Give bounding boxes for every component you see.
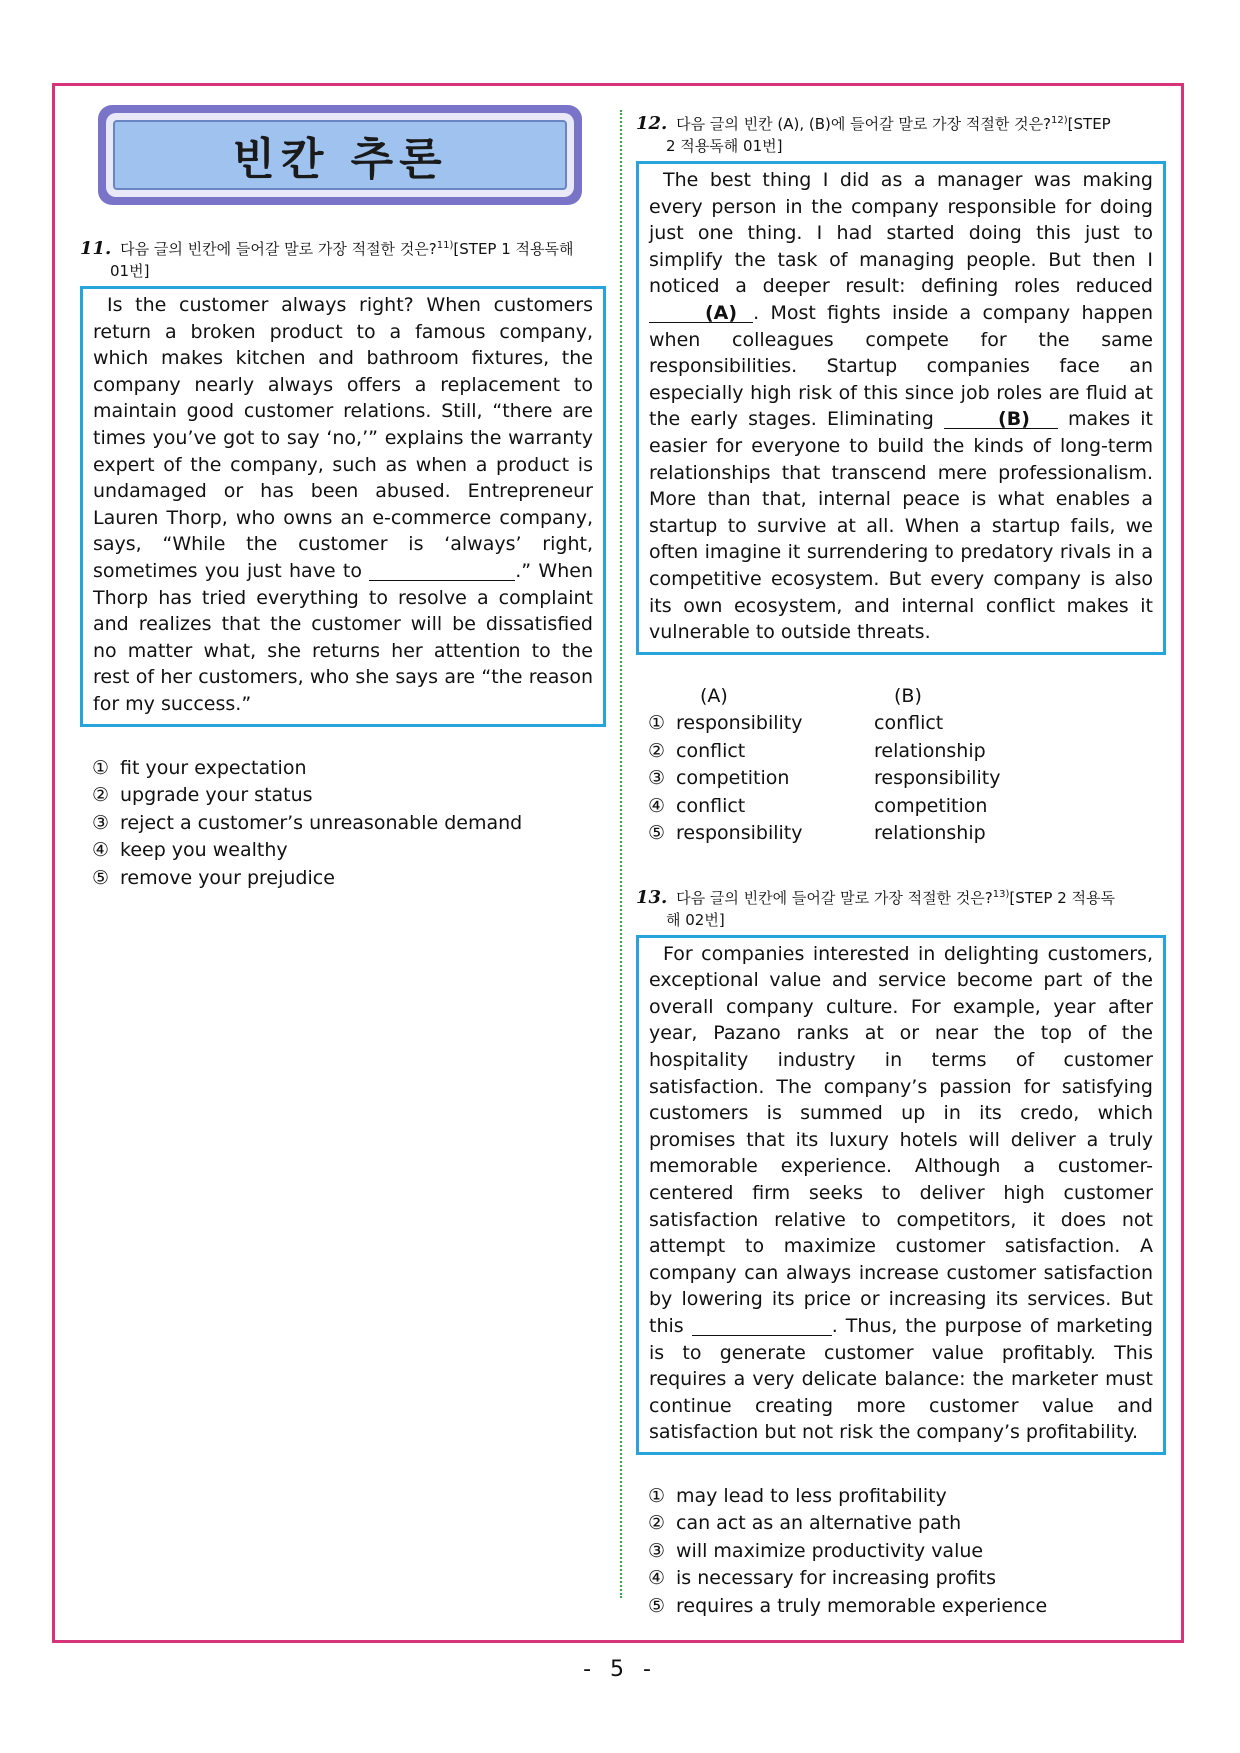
- question-12-blank-b: (B): [944, 410, 1058, 429]
- question-13-header: [636, 884, 1166, 931]
- column-b-header: (B): [894, 684, 922, 707]
- question-13-blank: [692, 1317, 832, 1336]
- question-12-footnote-ref: 12): [1051, 115, 1068, 126]
- question-12-header: [636, 110, 1166, 157]
- question-13-prompt: 다음 글의 빈칸에 들어갈 말로 가장 적절한 것은?: [676, 888, 993, 907]
- option[interactable]: ⑤ responsibility relationship: [648, 822, 986, 845]
- option[interactable]: ① responsibility conflict: [648, 712, 944, 735]
- right-column: [636, 110, 1166, 1620]
- question-12-options: [648, 683, 1166, 848]
- column-divider: [620, 110, 622, 1598]
- options-header: [648, 683, 1166, 711]
- question-13: [636, 884, 1166, 1621]
- option[interactable]: ③ will maximize productivity value: [648, 1539, 984, 1562]
- question-11-source: [STEP 1 적용독해: [453, 240, 574, 258]
- section-title: 빈칸 추론: [113, 120, 567, 190]
- option[interactable]: ② can act as an alternative path: [648, 1512, 962, 1535]
- option[interactable]: ④ conflict competition: [648, 794, 988, 817]
- question-11-source-cont: 01번]: [110, 262, 150, 280]
- question-11-blank: [369, 562, 515, 581]
- option[interactable]: ① may lead to less profitability: [648, 1484, 947, 1507]
- question-13-number: 13.: [636, 886, 668, 908]
- option[interactable]: ⑤ remove your prejudice: [92, 866, 335, 889]
- question-11-header: [80, 235, 606, 282]
- question-13-passage: For companies interested in delighting customers, exceptional value and service become part of the overall company culture. For example, year after year, Pazano ranks at or near the top of the hospitality industry in terms of customer satisfaction. The company’s passion for satisfying customers is summed up in its credo, which promises that its luxury hotels will deliver a truly memorable experience. Although a customer-centered firm seeks to deliver high customer satisfaction relative to competitors, it does not attempt to maximize customer satisfaction. A company can always increase customer satisfaction by lowering its price or increasing its services. But this . Thus, the purpose of marketing is to generate customer value profitably. This requires a very delicate balance: the marketer must continue creating more customer value and satisfaction but not risk the company’s profitability.: [636, 935, 1166, 1455]
- option[interactable]: ③ competition responsibility: [648, 767, 1001, 790]
- option[interactable]: ② upgrade your status: [92, 784, 313, 806]
- question-11-footnote-ref: 11): [436, 240, 454, 251]
- question-12-number: 12.: [636, 113, 668, 134]
- column-a-header: (A): [700, 684, 728, 707]
- left-column: [80, 105, 606, 892]
- option[interactable]: ④ is necessary for increasing profits: [648, 1567, 996, 1590]
- question-11-prompt: 다음 글의 빈칸에 들어갈 말로 가장 적절한 것은?: [120, 240, 437, 258]
- option[interactable]: ② conflict relationship: [648, 739, 986, 762]
- option[interactable]: ① fit your expectation: [92, 756, 307, 779]
- question-12-source-cont: 2 적용독해 01번]: [666, 137, 783, 155]
- question-13-options: [648, 1483, 1166, 1621]
- question-11: [80, 235, 606, 892]
- question-11-number: 11.: [80, 238, 112, 259]
- section-title-badge: [98, 105, 582, 205]
- option[interactable]: ④ keep you wealthy: [92, 839, 288, 861]
- page-number: - 5 -: [583, 1657, 657, 1682]
- option[interactable]: ⑤ requires a truly memorable experience: [648, 1594, 1048, 1617]
- question-12-prompt: 다음 글의 빈칸 (A), (B)에 들어갈 말로 가장 적절한 것은?: [676, 115, 1052, 133]
- question-13-source-cont: 해 02번]: [666, 910, 725, 929]
- option[interactable]: ③ reject a customer’s unreasonable demand: [92, 811, 523, 834]
- question-13-source: [STEP 2 적용독: [1009, 888, 1116, 907]
- question-12-passage: The best thing I did as a manager was making every person in the company responsible for doing just one thing. I had started doing this just to simplify the task of managing people. But then I noticed a deeper result: defining roles reduced (A) . Most fights inside a company happen when colleagues compete for the same responsibilities. Startup companies face an especially high risk of this since job roles are fluid at the early stages. Eliminating (B) makes it easier for everyone to build the kinds of long-term relationships that transcend mere professionalism. More than that, internal peace is what enables a startup to survive at all. When a startup fails, we often imagine it surrendering to predatory rivals in a competitive ecosystem. But every company is also its own ecosystem, and internal conflict makes it vulnerable to outside threats.: [636, 161, 1166, 655]
- question-11-options: [92, 755, 606, 893]
- question-12: [636, 110, 1166, 848]
- question-12-source: [STEP: [1067, 115, 1111, 133]
- question-12-blank-a: (A): [649, 304, 753, 323]
- question-11-passage: Is the customer always right? When customers return a broken product to a famous company, which makes kitchen and bathroom fixtures, the company nearly always offers a replacement to maintain good customer relations. Still, “there are times you’ve got to say ‘no,’” explains the warranty expert of the company, such as when a product is undamaged or has been abused. Entrepreneur Lauren Thorp, who owns an e-commerce company, says, “While the customer is ‘always’ right, sometimes you just have to .” When Thorp has tried everything to resolve a complaint and realizes that the customer will be dissatisfied no matter what, she returns her attention to the rest of her customers, who she says are “the reason for my success.”: [80, 286, 606, 727]
- question-13-footnote-ref: 13): [992, 888, 1010, 900]
